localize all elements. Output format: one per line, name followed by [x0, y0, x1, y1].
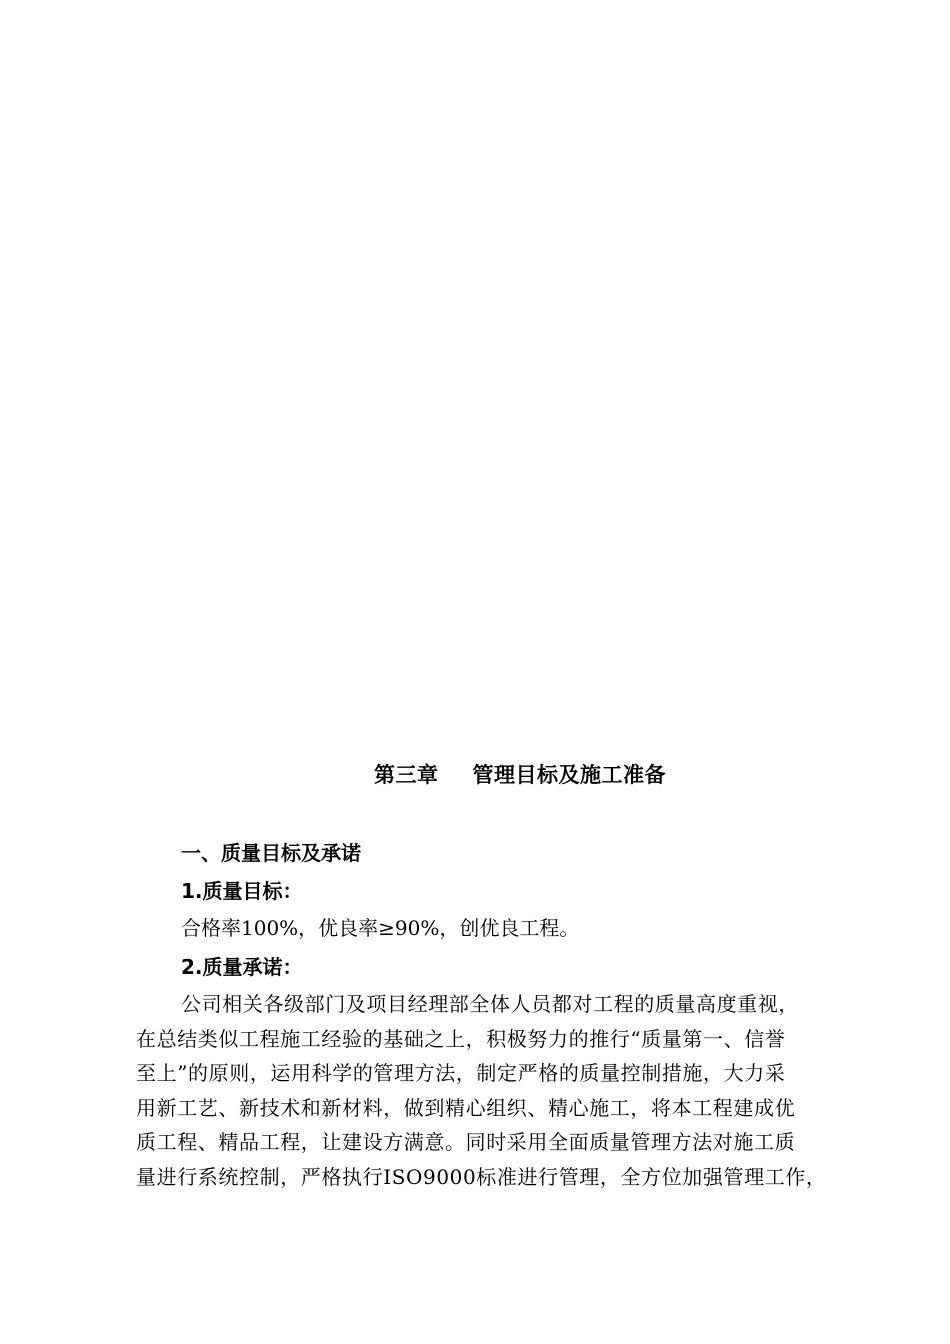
- chapter-name: 管理目标及施工准备: [472, 763, 666, 787]
- quality-commitment-paragraph: [136, 987, 871, 1194]
- paragraph-line: 量进行系统控制，严格执行ISO9000标准进行管理，全方位加强管理工作，: [136, 1164, 827, 1189]
- paragraph-line: 质工程、精品工程，让建设方满意。同时采用全面质量管理方法对施工质: [136, 1130, 796, 1154]
- section-heading: 一、质量目标及承诺: [181, 841, 361, 865]
- subsection-heading-quality-commitment: 2.质量承诺：: [181, 955, 303, 979]
- subsection-heading-quality-goal: 1.质量目标：: [181, 879, 303, 903]
- quality-goal-text: 合格率100%，优良率≥90%，创优良工程。: [181, 916, 580, 940]
- paragraph-line: 用新工艺、新技术和新材料，做到精心组织、精心施工，将本工程建成优: [136, 1095, 796, 1120]
- paragraph-line: 至上”的原则，运用科学的管理方法，制定严格的质量控制措施，大力采: [136, 1061, 786, 1085]
- paragraph-line: 公司相关各级部门及项目经理部全体人员都对工程的质量高度重视，: [181, 992, 799, 1016]
- paragraph-line: 在总结类似工程施工经验的基础之上，积极努力的推行“质量第一、信誉: [136, 1026, 786, 1051]
- chapter-number: 第三章: [374, 763, 439, 787]
- chapter-title: [0, 760, 950, 790]
